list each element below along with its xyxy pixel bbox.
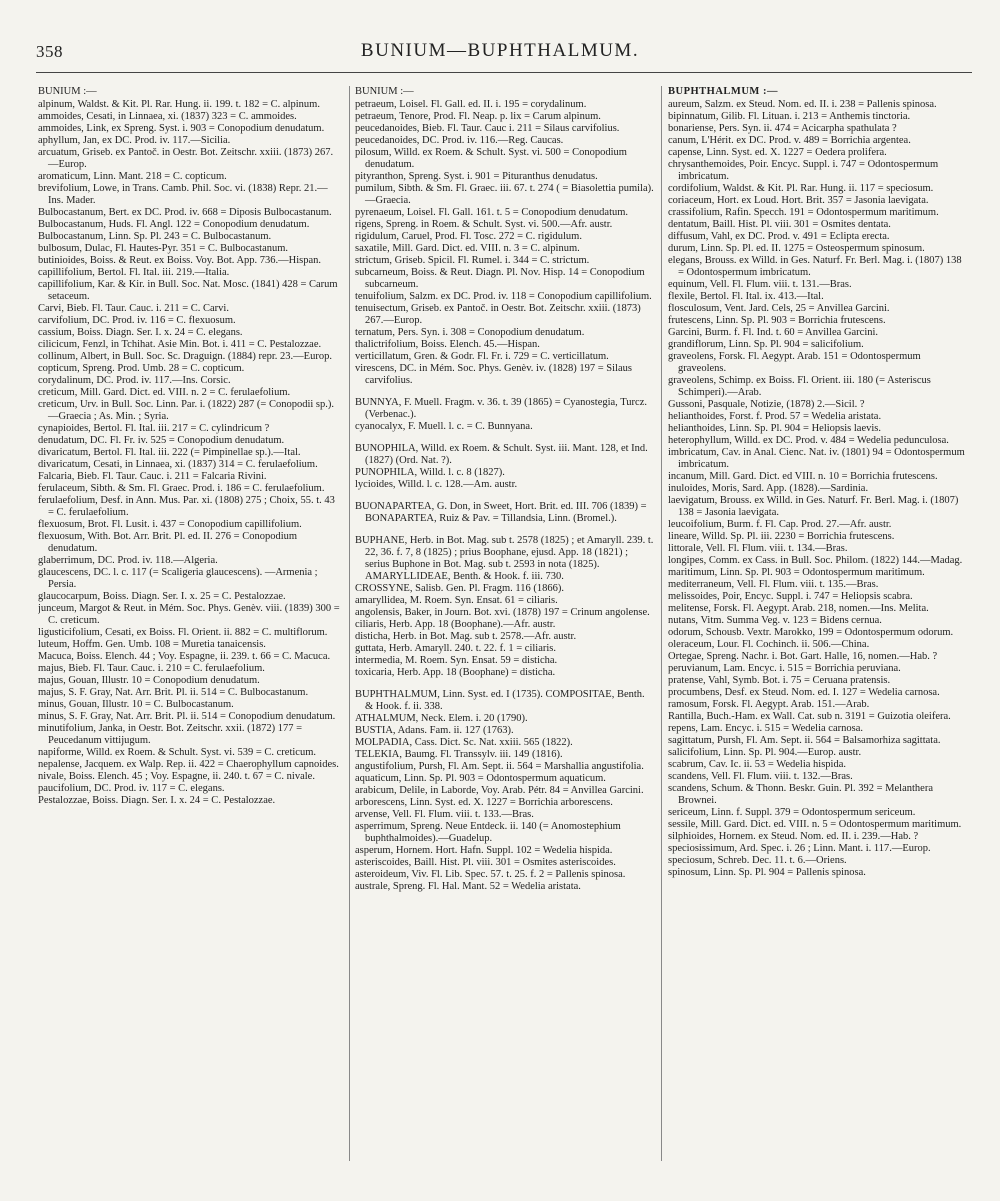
index-entry: guttata, Herb. Amaryll. 240. t. 22. f. 1 = ciliaris.	[355, 643, 557, 654]
index-entry: ammoides, Cesati, in Linnaea, xi. (1837) 323 = C. ammoides.	[38, 111, 297, 122]
entry-gap	[355, 433, 655, 443]
index-entry: mediterraneum, Vell. Fl. Flum. viii. t. 135.—Bras.	[668, 579, 879, 590]
entry-gap	[355, 491, 655, 501]
index-entry: ramosum, Forsk. Fl. Aegypt. Arab. 151.—Arab.	[668, 699, 870, 710]
index-entry: cassium, Boiss. Diagn. Ser. I. x. 24 = C. elegans.	[38, 327, 243, 338]
index-entry: BUPHTHALMUM, Linn. Syst. ed. I (1735). COMPOSITAE, Benth. & Hook. f. ii. 338.	[355, 689, 645, 712]
index-entry: arborescens, Linn. Syst. ed. X. 1227 = Borrichia arborescens.	[355, 797, 613, 808]
index-entry: arcuatum, Griseb. ex Pantoč. in Oestr. Bot. Zeitschr. xxiii. (1873) 267.—Europ.	[38, 147, 334, 170]
index-entry: sericeum, Linn. f. Suppl. 379 = Odontospermum sericeum.	[668, 807, 916, 818]
index-entry: aquaticum, Linn. Sp. Pl. 903 = Odontospermum aquaticum.	[355, 773, 606, 784]
index-entry: rigidulum, Caruel, Prod. Fl. Tosc. 272 = C. rigidulum.	[355, 231, 582, 242]
index-entry: alpinum, Waldst. & Kit. Pl. Rar. Hung. ii. 199. t. 182 = C. alpinum.	[38, 99, 320, 110]
index-entry: cyanocalyx, F. Muell. l. c. = C. Bunnyana.	[355, 421, 533, 432]
index-entry: glaberrimum, DC. Prod. iv. 118.—Algeria.	[38, 555, 218, 566]
index-entry: silphioides, Hornem. ex Steud. Nom. ed. II. i. 239.—Hab. ?	[668, 831, 919, 842]
index-entry: Bulbocastanum, Huds. Fl. Angl. 122 = Conopodium denudatum.	[38, 219, 310, 230]
index-entry: frutescens, Linn. Sp. Pl. 903 = Borrichia frutescens.	[668, 315, 886, 326]
index-entry: divaricatum, Bertol. Fl. Ital. iii. 222 (= Pimpinellae sp.).—Ital.	[38, 447, 301, 458]
index-entry: melissoides, Poir, Encyc. Suppl. i. 747 = Heliopsis scabra.	[668, 591, 913, 602]
index-entry: ferulaefolium, Desf. in Ann. Mus. Par. xi. (1808) 275 ; Choix, 55. t. 43 = C. ferulaefolium.	[38, 495, 335, 518]
index-entry: aphyllum, Jan, ex DC. Prod. iv. 117.—Sicilia.	[38, 135, 231, 146]
index-entry: aromaticum, Linn. Mant. 218 = C. copticum.	[38, 171, 227, 182]
index-entry: incanum, Mill. Gard. Dict. ed VIII. n. 10 = Borrichia frutescens.	[668, 471, 938, 482]
index-entry: peucedanoides, Bieb. Fl. Taur. Cauc i. 211 = Silaus carvifolius.	[355, 123, 620, 134]
index-entry: BUONAPARTEA, G. Don, in Sweet, Hort. Brit. ed. III. 706 (1839) = BONAPARTEA, Ruiz & Pav. = Tillandsia, Linn. (Bromel.).	[355, 501, 647, 524]
index-entry: chrysanthemoides, Poir. Encyc. Suppl. i. 747 = Odontospermum imbricatum.	[668, 159, 939, 182]
running-head: BUNIUM—BUPHTHALMUM.	[360, 40, 640, 61]
index-entry: majus, Bieb. Fl. Taur. Cauc. i. 210 = C. ferulaefolium.	[38, 663, 265, 674]
index-entry: dentatum, Baill. Hist. Pl. viii. 301 = Osmites dentata.	[668, 219, 891, 230]
index-entry: melitense, Forsk. Fl. Aegypt. Arab. 218, nomen.—Ins. Melita.	[668, 603, 929, 614]
index-entry: laevigatum, Brouss. ex Willd. in Ges. Naturf. Fr. Berl. Mag. i. (1807) 138 = Jasonia laevigata.	[668, 495, 959, 518]
index-entry: tenuisectum, Griseb. ex Pantoč. in Oestr. Bot. Zeitschr. xxiii. (1873) 267.—Europ.	[355, 303, 641, 326]
index-entry: asteroideum, Viv. Fl. Lib. Spec. 57. t. 25. f. 2 = Pallenis spinosa.	[355, 869, 626, 880]
index-entry: flexile, Bertol. Fl. Ital. ix. 413.—Ital.	[668, 291, 824, 302]
index-entry: canum, L'Hérit. ex DC. Prod. v. 489 = Borrichia argentea.	[668, 135, 911, 146]
column-2	[355, 86, 655, 1191]
index-entry: minutifolium, Janka, in Oestr. Bot. Zeitschr. xxii. (1872) 177 = Peucedanum vittijugum.	[38, 723, 303, 746]
index-entry: maritimum, Linn. Sp. Pl. 903 = Odontospermum maritimum.	[668, 567, 925, 578]
index-entry: capense, Linn. Syst. ed. X. 1227 = Oedera prolifera.	[668, 147, 887, 158]
index-entry: peucedanoides, DC. Prod. iv. 116.—Reg. Caucas.	[355, 135, 564, 146]
index-entry: australe, Spreng. Fl. Hal. Mant. 52 = Wedelia aristata.	[355, 881, 581, 892]
index-entry: pilosum, Willd. ex Roem. & Schult. Syst. vi. 500 = Conopodium denudatum.	[355, 147, 627, 170]
index-entry: Macuca, Boiss. Elench. 44 ; Voy. Espagne, ii. 239. t. 66 = C. Macuca.	[38, 651, 331, 662]
index-entry: ferulaceum, Sibth. & Sm. Fl. Graec. Prod. i. 186 = C. ferulaefolium.	[38, 483, 325, 494]
index-entry: Falcaria, Bieb. Fl. Taur. Cauc. i. 211 = Falcaria Rivini.	[38, 471, 267, 482]
index-entry: Pestalozzae, Boiss. Diagn. Ser. I. x. 24 = C. Pestalozzae.	[38, 795, 276, 806]
index-entry: BUPHANE, Herb. in Bot. Mag. sub t. 2578 (1825) ; et Amaryll. 239. t. 22, 36. f. 7, 8 (1825) ; prius Boophane, ejusd. App. 18 (1821) ; serius Buphone in Bot. Mag. sub t. 2593 in nota (1825). AMARYLLIDEAE, Benth. & Hook. f. iii. 730.	[355, 535, 654, 582]
index-entry: copticum, Spreng. Prod. Umb. 28 = C. copticum.	[38, 363, 245, 374]
index-entry: lycioides, Willd. l. c. 128.—Am. austr.	[355, 479, 518, 490]
index-entry: ammoides, Link, ex Spreng. Syst. i. 903 = Conopodium denudatum.	[38, 123, 325, 134]
index-entry: TELEKIA, Baumg. Fl. Transsylv. iii. 149 (1816).	[355, 749, 563, 760]
index-entry: repens, Lam. Encyc. i. 515 = Wedelia carnosa.	[668, 723, 863, 734]
index-entry: tenuifolium, Salzm. ex DC. Prod. iv. 118 = Conopodium capillifolium.	[355, 291, 652, 302]
column-separator	[349, 86, 350, 1161]
index-entry: pratense, Vahl, Symb. Bot. i. 75 = Ceruana pratensis.	[668, 675, 891, 686]
page-number: 358	[36, 42, 63, 61]
index-entry: petraeum, Loisel. Fl. Gall. ed. II. i. 195 = corydalinum.	[355, 99, 587, 110]
index-entry: collinum, Albert, in Bull. Soc. Sc. Draguign. (1884) repr. 23.—Europ.	[38, 351, 332, 362]
index-entry: creticum, Urv. in Bull. Soc. Linn. Par. i. (1822) 287 (= Conopodii sp.).—Graecia ; As. Min. ; Syria.	[38, 399, 335, 422]
index-entry: pityranthon, Spreng. Syst. i. 901 = Pituranthus denudatus.	[355, 171, 598, 182]
column-3	[668, 86, 968, 1191]
index-entry: asperum, Hornem. Hort. Hafn. Suppl. 102 = Wedelia hispida.	[355, 845, 613, 856]
column-separator	[661, 86, 662, 1161]
index-entry: scandens, Vell. Fl. Flum. viii. t. 132.—Bras.	[668, 771, 853, 782]
index-entry: procumbens, Desf. ex Steud. Nom. ed. I. 127 = Wedelia carnosa.	[668, 687, 940, 698]
index-entry: creticum, Mill. Gard. Dict. ed. VIII. n. 2 = C. ferulaefolium.	[38, 387, 291, 398]
index-entry: graveolens, Schimp. ex Boiss. Fl. Orient. iii. 180 (= Asteriscus Schimperi).—Arab.	[668, 375, 931, 398]
index-entry: angustifolium, Pursh, Fl. Am. Sept. ii. 564 = Marshallia angustifolia.	[355, 761, 644, 772]
index-entry: Bulbocastanum, Bert. ex DC. Prod. iv. 668 = Diposis Bulbocastanum.	[38, 207, 332, 218]
index-entry: BUNNYA, F. Muell. Fragm. v. 36. t. 39 (1865) = Cyanostegia, Turcz. (Verbenac.).	[355, 397, 647, 420]
index-entry: corydalinum, DC. Prod. iv. 117.—Ins. Corsic.	[38, 375, 231, 386]
index-entry: Garcini, Burm. f. Fl. Ind. t. 60 = Anvillea Garcini.	[668, 327, 879, 338]
index-entry: heterophyllum, Willd. ex DC. Prod. v. 484 = Wedelia pedunculosa.	[668, 435, 949, 446]
index-entry: petraeum, Tenore, Prod. Fl. Neap. p. lix = Carum alpinum.	[355, 111, 601, 122]
index-entry: toxicaria, Herb. App. 18 (Boophane) = disticha.	[355, 667, 556, 678]
index-entry: ligusticifolium, Cesati, ex Boiss. Fl. Orient. ii. 882 = C. multiflorum.	[38, 627, 328, 638]
index-entry: glaucescens, DC. l. c. 117 (= Scaligeria glaucescens). —Armenia ; Persia.	[38, 567, 318, 590]
index-entry: nepalense, Jacquem. ex Walp. Rep. ii. 422 = Chaerophyllum capnoides.	[38, 759, 339, 770]
index-entry: napiforme, Willd. ex Roem. & Schult. Syst. vi. 539 = C. creticum.	[38, 747, 316, 758]
index-entry: ternatum, Pers. Syn. i. 308 = Conopodium denudatum.	[355, 327, 585, 338]
column-heading: BUNIUM :—	[38, 86, 97, 97]
index-entry: nivale, Boiss. Elench. 45 ; Voy. Espagne, ii. 240. t. 67 = C. nivale.	[38, 771, 315, 782]
index-entry: speciosissimum, Ard. Spec. i. 26 ; Linn. Mant. i. 117.—Europ.	[668, 843, 931, 854]
entry-gap	[355, 679, 655, 689]
index-entry: odorum, Schousb. Vextr. Marokko, 199 = Odontospermum odorum.	[668, 627, 954, 638]
index-entry: brevifolium, Lowe, in Trans. Camb. Phil. Soc. vi. (1838) Repr. 21.—Ins. Mader.	[38, 183, 328, 206]
index-entry: durum, Linn. Sp. Pl. ed. II. 1275 = Osteospermum spinosum.	[668, 243, 925, 254]
index-entry: ATHALMUM, Neck. Elem. i. 20 (1790).	[355, 713, 528, 724]
index-entry: asperrimum, Spreng. Neue Entdeck. ii. 140 (= Anomostephium buphthalmoides).—Guadelup.	[355, 821, 621, 844]
index-entry: CROSSYNE, Salisb. Gen. Pl. Fragm. 116 (1866).	[355, 583, 565, 594]
index-entry: Bulbocastanum, Linn. Sp. Pl. 243 = C. Bulbocastanum.	[38, 231, 272, 242]
index-entry: majus, S. F. Gray, Nat. Arr. Brit. Pl. ii. 514 = C. Bulbocastanum.	[38, 687, 309, 698]
column-1	[38, 86, 343, 1191]
index-entry: divaricatum, Cesati, in Linnaea, xi. (1837) 314 = C. ferulaefolium.	[38, 459, 318, 470]
index-entry: diffusum, Vahl, ex DC. Prod. v. 491 = Eclipta erecta.	[668, 231, 890, 242]
index-entry: Ortegae, Spreng. Nachr. i. Bot. Gart. Halle, 16, nomen.—Hab. ?	[668, 651, 938, 662]
index-entry: paucifolium, DC. Prod. iv. 117 = C. elegans.	[38, 783, 225, 794]
index-entry: asteriscoides, Baill. Hist. Pl. viii. 301 = Osmites asteriscoides.	[355, 857, 616, 868]
index-entry: lineare, Willd. Sp. Pl. iii. 2230 = Borrichia frutescens.	[668, 531, 895, 542]
index-entry: amaryllidea, M. Roem. Syn. Ensat. 61 = ciliaris.	[355, 595, 558, 606]
index-entry: Carvi, Bieb. Fl. Taur. Cauc. i. 211 = C. Carvi.	[38, 303, 229, 314]
index-entry: longipes, Comm. ex Cass. in Bull. Soc. Philom. (1822) 144.—Madag.	[668, 555, 963, 566]
index-entry: scandens, Schum. & Thonn. Beskr. Guin. Pl. 392 = Melanthera Brownei.	[668, 783, 933, 806]
index-entry: sessile, Mill. Gard. Dict. ed. VIII. n. 5 = Odontospermum maritimum.	[668, 819, 962, 830]
index-entry: peruvianum, Lam. Encyc. i. 515 = Borrichia peruviana.	[668, 663, 901, 674]
index-entry: flosculosum, Vent. Jard. Cels, 25 = Anvillea Garcini.	[668, 303, 890, 314]
index-entry: cordifolium, Waldst. & Kit. Pl. Rar. Hung. ii. 117 = speciosum.	[668, 183, 934, 194]
index-entry: elegans, Brouss. ex Willd. in Ges. Naturf. Fr. Berl. Mag. i. (1807) 138 = Odontospermum imbricatum.	[668, 255, 962, 278]
index-entry: verticillatum, Gren. & Godr. Fl. Fr. i. 729 = C. verticillatum.	[355, 351, 609, 362]
index-entry: pyrenaeum, Loisel. Fl. Gall. 161. t. 5 = Conopodium denudatum.	[355, 207, 629, 218]
index-entry: flexuosum, With. Bot. Arr. Brit. Pl. ed. II. 276 = Conopodium denudatum.	[38, 531, 298, 554]
index-entry: strictum, Griseb. Spicil. Fl. Rumel. i. 344 = C. strictum.	[355, 255, 590, 266]
index-entry: PUNOPHILA, Willd. l. c. 8 (1827).	[355, 467, 505, 478]
index-entry: scabrum, Cav. Ic. ii. 53 = Wedelia hispida.	[668, 759, 846, 770]
index-entry: flexuosum, Brot. Fl. Lusit. i. 437 = Conopodium capillifolium.	[38, 519, 302, 530]
index-entry: glaucocarpum, Boiss. Diagn. Ser. I. x. 25 = C. Pestalozzae.	[38, 591, 286, 602]
index-entry: luteum, Hoffm. Gen. Umb. 108 = Muretia tanaicensis.	[38, 639, 266, 650]
index-entry: butinioides, Boiss. & Reut. ex Boiss. Voy. Bot. App. 736.—Hispan.	[38, 255, 322, 266]
index-entry: rigens, Spreng. in Roem. & Schult. Syst. vi. 500.—Afr. austr.	[355, 219, 613, 230]
index-entry: intermedia, M. Roem. Syn. Ensat. 59 = disticha.	[355, 655, 558, 666]
index-entry: saxatile, Mill. Gard. Dict. ed. VIII. n. 3 = C. alpinum.	[355, 243, 580, 254]
column-heading: BUNIUM :—	[355, 86, 414, 97]
index-entry: imbricatum, Cav. in Anal. Cienc. Nat. iv. (1801) 94 = Odontospermum imbricatum.	[668, 447, 965, 470]
index-entry: disticha, Herb. in Bot. Mag. sub t. 2578.—Afr. austr.	[355, 631, 577, 642]
index-entry: pumilum, Sibth. & Sm. Fl. Graec. iii. 67. t. 274 ( = Biasolettia pumila).—Graecia.	[355, 183, 654, 206]
index-entry: denudatum, DC. Fl. Fr. iv. 525 = Conopodium denudatum.	[38, 435, 285, 446]
index-entry: Rantilla, Buch.-Ham. ex Wall. Cat. sub n. 3191 = Guizotia oleifera.	[668, 711, 951, 722]
index-entry: graveolens, Forsk. Fl. Aegypt. Arab. 151 = Odontospermum graveolens.	[668, 351, 921, 374]
index-entry: sagittatum, Pursh, Fl. Am. Sept. ii. 564 = Balsamorhiza sagittata.	[668, 735, 941, 746]
index-entry: angolensis, Baker, in Journ. Bot. xvi. (1878) 197 = Crinum angolense.	[355, 607, 650, 618]
index-entry: arabicum, Delile, in Laborde, Voy. Arab. Pétr. 84 = Anvillea Garcini.	[355, 785, 644, 796]
header-rule	[36, 72, 972, 73]
index-entry: cilicicum, Fenzl, in Tchihat. Asie Min. Bot. i. 411 = C. Pestalozzae.	[38, 339, 322, 350]
index-entry: Gussoni, Pasquale, Notizie, (1878) 2.—Sicil. ?	[668, 399, 865, 410]
index-entry: arvense, Vell. Fl. Flum. viii. t. 133.—Bras.	[355, 809, 534, 820]
index-entry: littorale, Vell. Fl. Flum. viii. t. 134.—Bras.	[668, 543, 848, 554]
index-entry: ciliaris, Herb. App. 18 (Boophane).—Afr. austr.	[355, 619, 556, 630]
index-entry: speciosum, Schreb. Dec. 11. t. 6.—Oriens.	[668, 855, 847, 866]
index-entry: crassifolium, Rafin. Specch. 191 = Odontospermum maritimum.	[668, 207, 939, 218]
index-entry: salicifolium, Linn. Sp. Pl. 904.—Europ. austr.	[668, 747, 862, 758]
index-entry: junceum, Margot & Reut. in Mém. Soc. Phys. Genèv. viii. (1839) 300 = C. creticum.	[38, 603, 340, 626]
index-entry: majus, Gouan, Illustr. 10 = Conopodium denudatum.	[38, 675, 260, 686]
index-entry: carvifolium, DC. Prod. iv. 116 = C. flexuosum.	[38, 315, 236, 326]
index-entry: capillifolium, Kar. & Kir. in Bull. Soc. Nat. Mosc. (1841) 428 = Carum setaceum.	[38, 279, 338, 302]
index-entry: coriaceum, Hort. ex Loud. Hort. Brit. 357 = Jasonia laevigata.	[668, 195, 929, 206]
index-entry: minus, Gouan, Illustr. 10 = C. Bulbocastanum.	[38, 699, 234, 710]
index-entry: helianthoides, Linn. Sp. Pl. 904 = Heliopsis laevis.	[668, 423, 881, 434]
index-entry: MOLPADIA, Cass. Dict. Sc. Nat. xxiii. 565 (1822).	[355, 737, 573, 748]
index-entry: virescens, DC. in Mém. Soc. Phys. Genèv. iv. (1828) 197 = Silaus carvifolius.	[355, 363, 632, 386]
index-entry: grandiflorum, Linn. Sp. Pl. 904 = salicifolium.	[668, 339, 864, 350]
index-entry: cynapioides, Bertol. Fl. Ital. iii. 217 = C. cylindricum ?	[38, 423, 270, 434]
index-entry: nutans, Vitm. Summa Veg. v. 123 = Bidens cernua.	[668, 615, 882, 626]
index-entry: spinosum, Linn. Sp. Pl. 904 = Pallenis spinosa.	[668, 867, 866, 878]
index-entry: inuloides, Moris, Sard. App. (1828).—Sardinia.	[668, 483, 869, 494]
index-entry: bonariense, Pers. Syn. ii. 474 = Acicarpha spathulata ?	[668, 123, 897, 134]
column-heading: BUPHTHALMUM :—	[668, 86, 778, 97]
index-entry: subcarneum, Boiss. & Reut. Diagn. Pl. Nov. Hisp. 14 = Conopodium subcarneum.	[355, 267, 645, 290]
index-entry: BUSTIA, Adans. Fam. ii. 127 (1763).	[355, 725, 514, 736]
index-entry: BUNOPHILA, Willd. ex Roem. & Schult. Syst. iii. Mant. 128, et Ind. (1827) (Ord. Nat. ?).	[355, 443, 648, 466]
index-entry: aureum, Salzm. ex Steud. Nom. ed. II. i. 238 = Pallenis spinosa.	[668, 99, 937, 110]
index-entry: bulbosum, Dulac, Fl. Hautes-Pyr. 351 = C. Bulbocastanum.	[38, 243, 289, 254]
index-entry: leucoifolium, Burm. f. Fl. Cap. Prod. 27.—Afr. austr.	[668, 519, 892, 530]
index-entry: equinum, Vell. Fl. Flum. viii. t. 131.—Bras.	[668, 279, 852, 290]
entry-gap	[355, 525, 655, 535]
entry-gap	[355, 387, 655, 397]
index-entry: bipinnatum, Gilib. Fl. Lituan. i. 213 = Anthemis tinctoria.	[668, 111, 911, 122]
index-entry: capillifolium, Bertol. Fl. Ital. iii. 219.—Italia.	[38, 267, 230, 278]
index-entry: oleraceum, Lour. Fl. Cochinch. ii. 506.—China.	[668, 639, 870, 650]
index-entry: thalictrifolium, Boiss. Elench. 45.—Hispan.	[355, 339, 540, 350]
index-entry: minus, S. F. Gray, Nat. Arr. Brit. Pl. ii. 514 = Conopodium denudatum.	[38, 711, 336, 722]
index-entry: helianthoides, Forst. f. Prod. 57 = Wedelia aristata.	[668, 411, 882, 422]
